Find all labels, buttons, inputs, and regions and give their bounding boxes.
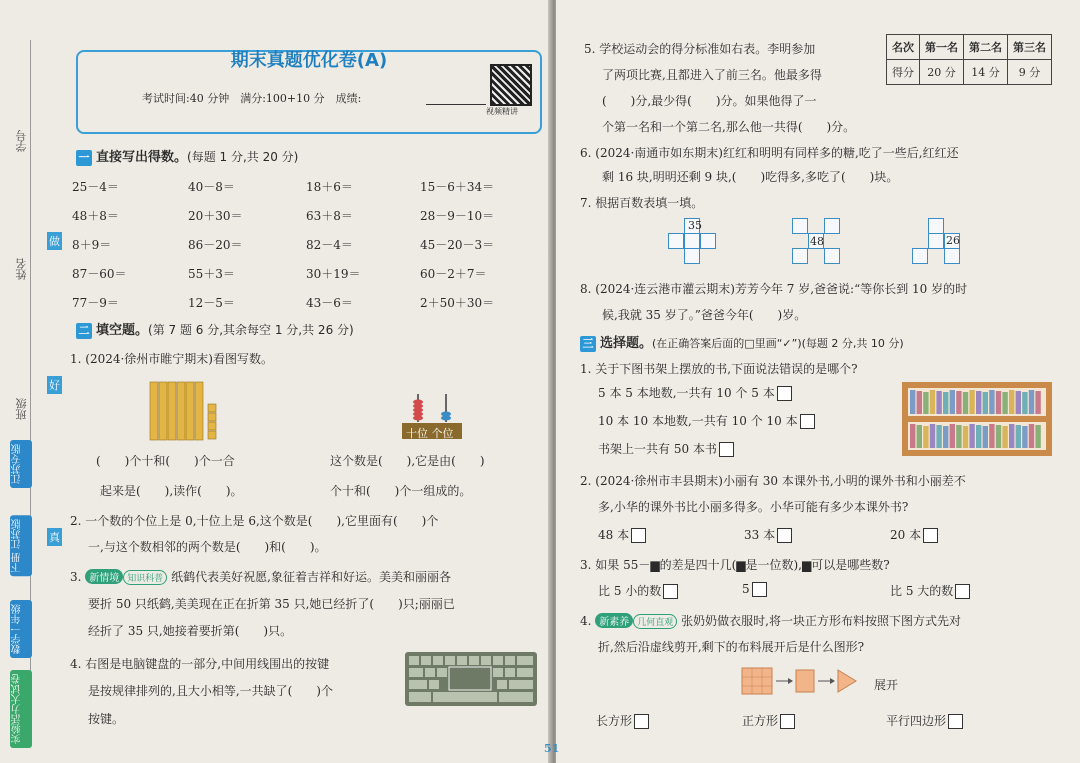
book [983,392,988,414]
table-header-cell: 第二名 [964,35,1008,60]
calc-item: 20＋30＝ [188,209,243,223]
table-cell: 9 分 [1008,60,1052,85]
book [1029,424,1034,448]
question-3-line-1 [70,568,451,585]
score-table [886,34,1052,85]
section-title: 选择题。 [600,336,653,351]
student-number-label: 学号 [15,130,28,152]
knowledge-tag: 知识科普 [123,570,167,585]
grid-number: 26 [946,234,960,247]
question-1: 1. (2024·徐州市睢宁期末)看图写数。 [70,352,273,366]
choice-question-1: 1. 关于下图书架上摆放的书,下面说法错误的是哪个? [580,362,858,376]
table-header-cell: 第三名 [1008,35,1052,60]
name-label: 姓名 [15,258,28,280]
calc-item: 28－9－10＝ [420,209,495,223]
q1-part-b: 起来是( ),读作( )。 [100,484,243,498]
choice-question-2-line-1: 2. (2024·徐州市丰县期末)小丽有 30 本课外书,小明的课外书和小丽差不 [580,474,966,488]
option-text: 20 本 [890,528,922,542]
sidebar-dot: 好 [47,376,62,394]
section-number: 三 [580,336,596,352]
book [989,424,994,448]
section-number: 一 [76,150,92,166]
calc-item: 82－4＝ [306,238,353,252]
bookshelf-image [902,382,1052,456]
q1-part-a: ( )个十和( )个一合 [96,454,235,468]
question-6-line-1: 6. (2024·南通市如东期末)红红和明明有同样多的糖,吃了一些后,红红还 [580,146,959,160]
answer-checkbox[interactable] [800,414,815,429]
exam-info: 考试时间:40 分钟 满分:100+10 分 成绩: [142,92,362,105]
edition-badge: 江苏专版 [10,440,32,488]
sidebar-dot: 做 [47,232,62,250]
calc-item: 40－8＝ [188,180,235,194]
sidebar-dot: 真 [47,528,62,546]
question-7: 7. 根据百数表填一填。 [580,196,704,210]
choice-option [890,582,970,599]
title-box [76,50,542,134]
unfold-label: 展开 [874,678,899,692]
table-cell: 14 分 [964,60,1008,85]
choice-option [598,440,734,457]
question-2-line-2: 一,与这个数相邻的两个数是( )和( )。 [88,540,327,554]
section-note: (每题 1 分,共 20 分) [187,150,299,164]
keyboard-image [405,652,537,706]
qr-label: 视频精讲 [486,107,518,116]
answer-checkbox[interactable] [777,386,792,401]
book [917,425,922,448]
new-context-tag: 新情境 [85,569,123,584]
abacus-label: 十位 个位 [406,427,454,440]
answer-checkbox[interactable] [719,442,734,457]
choice-question-3: 3. 如果 55－▆的差是四十几(▆是一位数),▆可以是哪些数? [580,558,890,572]
calc-item: 55＋3＝ [188,267,235,281]
section-3-heading [580,332,904,352]
book [956,391,961,414]
book [1009,390,1014,414]
choice-question-2-line-2: 多,小华的课外书比小丽多得多。小华可能有多少本课外书? [598,500,909,514]
option-text: 平行四边形 [886,714,947,728]
book [936,425,941,448]
question-8-line-1: 8. (2024·连云港市灌云期末)芳芳今年 7 岁,爸爸说:“等你长到 10 岁的时 [580,282,968,296]
book [1016,425,1021,448]
option-text: 比 5 小的数 [598,584,662,598]
book [963,426,968,448]
book [1009,424,1014,448]
question-3-text: 纸鹤代表美好祝愿,象征着吉祥和好运。美美和丽丽各 [171,570,451,584]
book [910,424,915,448]
calc-item: 15－6＋34＝ [420,180,495,194]
book [969,390,974,414]
option-text: 书架上一共有 50 本书 [598,442,717,456]
question-6-line-2: 剩 16 块,明明还剩 9 块,( )吃得多,多吃了( )块。 [602,170,899,184]
book [1035,391,1040,414]
calc-item: 87－60＝ [72,267,127,281]
question-4-line-2: 是按规律排列的,且大小相等,一共缺了( )个 [88,684,333,698]
book [989,390,994,414]
book [996,425,1001,448]
choice-question-4-line-2: 折,然后沿虚线剪开,剩下的布料展开后是什么图形? [598,640,865,654]
option-text: 正方形 [742,714,779,728]
choice-option [598,412,815,429]
book [976,425,981,448]
question-5-line-3: ( )分,最少得( )分。如果他得了一 [602,94,817,108]
book [930,424,935,448]
series-badge: 实验活力大试卷 [10,670,32,748]
section-note: (第 7 题 6 分,其余每空 1 分,共 26 分) [148,323,354,337]
option-text: 比 5 大的数 [890,584,954,598]
grid-number: 35 [688,219,702,232]
book [936,391,941,414]
book [923,426,928,448]
question-number: 3. [70,570,82,584]
grid-number: 48 [810,235,824,248]
section-title: 直接写出得数。 [96,150,188,165]
book [1029,390,1034,414]
subject-badge: 数学一年级 [10,600,32,658]
calc-item: 77－9＝ [72,296,119,310]
option-text: 5 [742,582,750,596]
calc-item: 43－6＝ [306,296,353,310]
answer-checkbox[interactable] [777,528,792,543]
question-number: 4. [580,614,592,628]
class-label: 班级 [15,398,28,420]
section-note: (在正确答案后面的□里画“✓”)(每题 2 分,共 10 分) [652,337,904,350]
calc-item: 8＋9＝ [72,238,112,252]
score-table-header-row [887,35,1052,60]
page-title: 期末真题优化卷(A) [230,50,388,71]
table-header-cell: 名次 [887,35,920,60]
counting-blocks-image [150,378,222,442]
calc-item: 48＋8＝ [72,209,119,223]
book [943,426,948,448]
book [923,392,928,414]
geometry-tag: 几何直观 [633,614,677,629]
choice-option [598,526,646,543]
book [1035,425,1040,448]
calc-item: 63＋8＝ [306,209,353,223]
fold-diagram [740,666,860,696]
option-text: 33 本 [744,528,776,542]
section-number: 二 [76,323,92,339]
new-literacy-tag: 新素养 [595,613,633,628]
answer-checkbox[interactable] [663,584,678,599]
choice-option [886,712,963,729]
answer-checkbox[interactable] [955,584,970,599]
question-5-line-4: 个第一名和一个第二名,那么他一共得( )分。 [602,120,856,134]
option-text: 48 本 [598,528,630,542]
book [943,392,948,414]
answer-checkbox[interactable] [631,528,646,543]
question-5-line-2: 了两项比赛,且都进入了前三名。他最多得 [602,68,822,82]
calc-item: 45－20－3＝ [420,238,495,252]
calc-item: 60－2＋7＝ [420,267,487,281]
book [996,391,1001,414]
question-5-line-1: 5. 学校运动会的得分标准如右表。李明参加 [584,42,816,56]
section-2-heading [76,319,354,339]
section-1-heading [76,146,298,166]
question-4-line-3: 按键。 [88,712,125,726]
book [1002,392,1007,414]
calc-item: 18＋6＝ [306,180,353,194]
book [917,391,922,414]
calc-item: 2＋50＋30＝ [420,296,495,310]
table-header-cell: 第一名 [920,35,964,60]
question-2-line-1: 2. 一个数的个位上是 0,十位上是 6,这个数是( ),它里面有( )个 [70,514,439,528]
option-text: 长方形 [596,714,633,728]
question-8-line-2: 候,我就 35 岁了。”爸爸今年( )岁。 [602,308,807,322]
score-table-row [887,60,1052,85]
table-cell: 20 分 [920,60,964,85]
answer-checkbox[interactable] [948,714,963,729]
choice-option [890,526,938,543]
q1-part-d: 个十和( )个一组成的。 [330,484,472,498]
book [963,392,968,414]
calc-item: 86－20＝ [188,238,243,252]
book [1016,391,1021,414]
qr-code [490,64,532,106]
choice-option [598,384,792,401]
question-4-text: 张奶奶做衣服时,将一块正方形布料按照下图方式先对 [681,614,961,628]
book [1022,392,1027,414]
right-page [544,0,1080,763]
section-title: 填空题。 [96,323,149,338]
calc-item: 25－4＝ [72,180,119,194]
question-3-line-3: 经折了 35 只,她接着要折第( )只。 [88,624,293,638]
book [983,426,988,448]
score-blank [426,104,486,105]
book [910,390,915,414]
book [976,391,981,414]
book [956,425,961,448]
book [950,424,955,448]
volume-badge: 下册 江苏版 [10,515,32,576]
book [969,424,974,448]
option-text: 10 本 10 本地数,一共有 10 个 10 本 [598,414,798,428]
choice-option [742,712,795,729]
answer-checkbox[interactable] [923,528,938,543]
answer-checkbox[interactable] [752,582,767,597]
question-3-line-2: 要折 50 只纸鹤,美美现在正在折第 35 只,她已经折了( )只;丽丽已 [88,597,455,611]
book [1022,426,1027,448]
answer-checkbox[interactable] [634,714,649,729]
book [1002,426,1007,448]
choice-option [596,712,649,729]
page-number: 51 [544,742,560,755]
calc-item: 30＋19＝ [306,267,361,281]
question-4-line-1: 4. 右图是电脑键盘的一部分,中间用线围出的按键 [70,657,330,671]
calc-item: 12－5＝ [188,296,235,310]
choice-question-4-line-1 [580,612,961,629]
q1-part-c: 这个数是( ),它是由( ) [330,454,485,468]
answer-checkbox[interactable] [780,714,795,729]
option-text: 5 本 5 本地数,一共有 10 个 5 本 [598,386,775,400]
table-cell: 得分 [887,60,920,85]
book [950,390,955,414]
choice-option [598,582,678,599]
book [930,390,935,414]
choice-option [744,526,792,543]
choice-option [742,582,767,597]
